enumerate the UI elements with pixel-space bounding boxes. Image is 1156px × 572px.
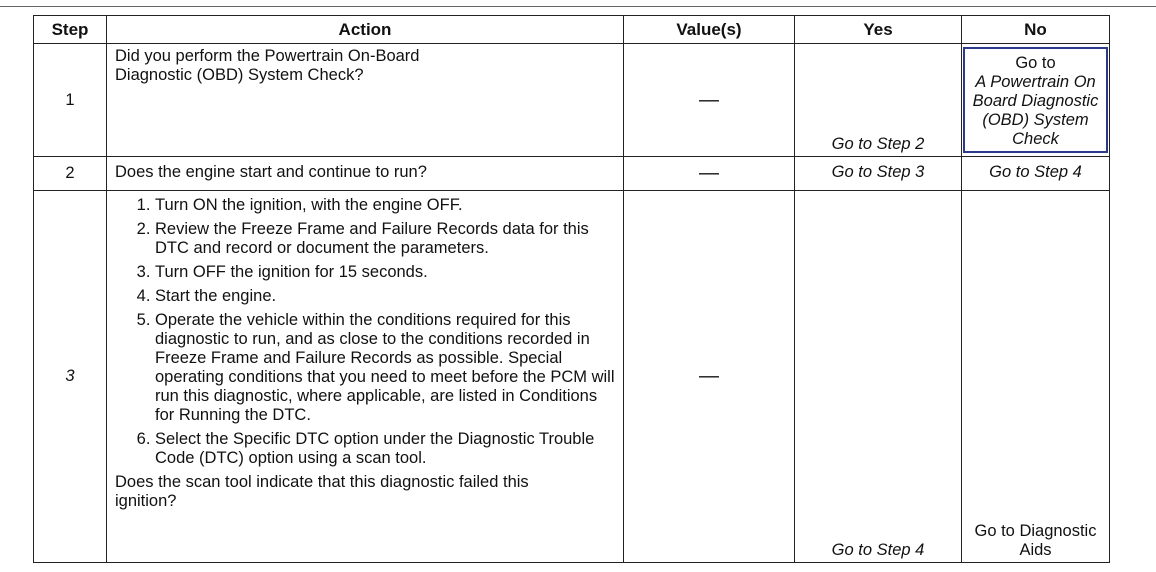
yes-link[interactable]: Go to Step 2 — [795, 44, 962, 157]
diagnostic-table — [33, 15, 1110, 563]
yes-link[interactable]: Go to Step 3 — [795, 157, 962, 191]
step-number: 3 — [34, 191, 107, 563]
top-rule — [0, 6, 1156, 7]
list-item: 2. Review the Freeze Frame and Failure Records data for this DTC and record or document the parameters. — [155, 220, 615, 258]
no-link-target[interactable]: A Powertrain On Board Diagnostic (OBD) System Check — [972, 73, 1099, 148]
step-number: 2 — [34, 157, 107, 191]
action-steps — [115, 196, 615, 468]
header-action: Action — [107, 16, 624, 44]
no-link-box[interactable] — [963, 47, 1108, 153]
action-text — [107, 44, 624, 157]
header-step: Step — [34, 16, 107, 44]
no-cell — [962, 44, 1110, 157]
action-text — [107, 191, 624, 563]
table-row-2 — [34, 157, 1110, 191]
value-cell: — — [624, 44, 795, 157]
table-row-3 — [34, 191, 1110, 563]
action-question: Does the scan tool indicate that this diagnostic failed this ignition? — [115, 473, 529, 510]
no-link-prefix: Go to — [1015, 54, 1056, 72]
header-row — [34, 16, 1110, 44]
list-item: 3. Turn OFF the ignition for 15 seconds. — [155, 263, 615, 282]
list-item: 5. Operate the vehicle within the conditions required for this diagnostic to run, and as close to the conditions recorded in Freeze Frame and Failure Records as possible. Special operating conditions that you need to meet before the PCM will run this diagnostic, where applicable, are listed in Conditions for Running the DTC. — [155, 311, 615, 425]
step-number: 1 — [34, 44, 107, 157]
header-values: Value(s) — [624, 16, 795, 44]
header-no: No — [962, 16, 1110, 44]
action-text: Does the engine start and continue to run? — [107, 157, 624, 191]
no-link[interactable]: Go to Step 4 — [962, 157, 1110, 191]
list-item: 4. Start the engine. — [155, 287, 615, 306]
value-cell: — — [624, 157, 795, 191]
header-yes: Yes — [795, 16, 962, 44]
no-link[interactable]: Go to Diagnostic Aids — [962, 191, 1110, 563]
yes-link[interactable]: Go to Step 4 — [795, 191, 962, 563]
action-question: Did you perform the Powertrain On-Board Diagnostic (OBD) System Check? — [115, 47, 420, 84]
list-item: 1. Turn ON the ignition, with the engine OFF. — [155, 196, 615, 215]
list-item: 6. Select the Specific DTC option under the Diagnostic Trouble Code (DTC) option using a scan tool. — [155, 430, 615, 468]
value-cell: — — [624, 191, 795, 563]
table-row-1 — [34, 44, 1110, 157]
